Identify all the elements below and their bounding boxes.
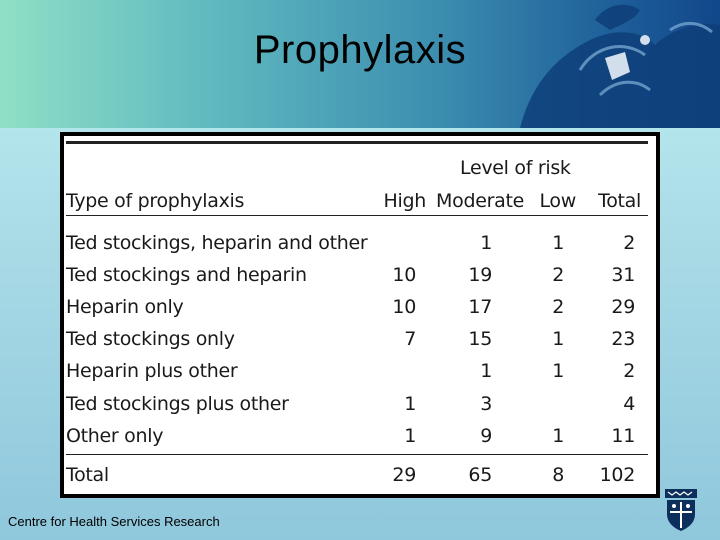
table-body bbox=[64, 136, 656, 494]
table-cell-moderate: 1 bbox=[480, 232, 492, 254]
table-cell-total: 29 bbox=[611, 296, 635, 318]
table-row-label: Ted stockings and heparin bbox=[66, 264, 307, 286]
table-cell-moderate: 9 bbox=[480, 425, 492, 447]
prophylaxis-table bbox=[60, 132, 660, 498]
table-cell-total: 4 bbox=[623, 393, 635, 415]
table-top-rule bbox=[66, 141, 648, 144]
footer-organisation: Centre for Health Services Research bbox=[8, 514, 220, 529]
table-cell-moderate: 19 bbox=[468, 264, 492, 286]
table-cell-total: 2 bbox=[623, 360, 635, 382]
table-cell-moderate: 3 bbox=[480, 393, 492, 415]
table-cell-high: 7 bbox=[404, 328, 416, 350]
table-cell-total: 2 bbox=[623, 232, 635, 254]
table-cell-total: 23 bbox=[611, 328, 635, 350]
table-row-label: Heparin plus other bbox=[66, 360, 238, 382]
table-cell-high: 10 bbox=[392, 296, 416, 318]
column-header-total: Total bbox=[598, 190, 641, 212]
total-cell-high: 29 bbox=[392, 464, 416, 486]
total-cell-moderate: 65 bbox=[468, 464, 492, 486]
table-row-label: Ted stockings, heparin and other bbox=[66, 232, 368, 254]
table-cell-total: 11 bbox=[611, 425, 635, 447]
table-total-rule bbox=[66, 454, 648, 455]
table-cell-low: 1 bbox=[552, 360, 564, 382]
table-cell-low: 1 bbox=[552, 328, 564, 350]
table-cell-high: 1 bbox=[404, 393, 416, 415]
total-cell-total: 102 bbox=[599, 464, 635, 486]
university-crest-icon bbox=[662, 488, 700, 532]
table-cell-low: 1 bbox=[552, 232, 564, 254]
total-row-label: Total bbox=[66, 464, 109, 486]
table-cell-low: 2 bbox=[552, 264, 564, 286]
table-cell-moderate: 1 bbox=[480, 360, 492, 382]
row-header-label: Type of prophylaxis bbox=[66, 190, 245, 212]
table-header-rule bbox=[66, 215, 648, 216]
table-cell-moderate: 15 bbox=[468, 328, 492, 350]
title-banner bbox=[0, 0, 720, 128]
table-cell-high: 1 bbox=[404, 425, 416, 447]
table-cell-high: 10 bbox=[392, 264, 416, 286]
table-cell-low: 2 bbox=[552, 296, 564, 318]
level-of-risk-header: Level of risk bbox=[460, 157, 571, 179]
column-header-moderate: Moderate bbox=[436, 190, 524, 212]
slide-title: Prophylaxis bbox=[253, 28, 467, 72]
table-row-label: Other only bbox=[66, 425, 164, 447]
column-header-high: High bbox=[383, 190, 426, 212]
table-row-label: Heparin only bbox=[66, 296, 184, 318]
table-cell-moderate: 17 bbox=[468, 296, 492, 318]
total-cell-low: 8 bbox=[552, 464, 564, 486]
column-header-low: Low bbox=[539, 190, 576, 212]
table-row-label: Ted stockings plus other bbox=[66, 393, 289, 415]
table-cell-total: 31 bbox=[611, 264, 635, 286]
table-row-label: Ted stockings only bbox=[66, 328, 235, 350]
table-cell-low: 1 bbox=[552, 425, 564, 447]
